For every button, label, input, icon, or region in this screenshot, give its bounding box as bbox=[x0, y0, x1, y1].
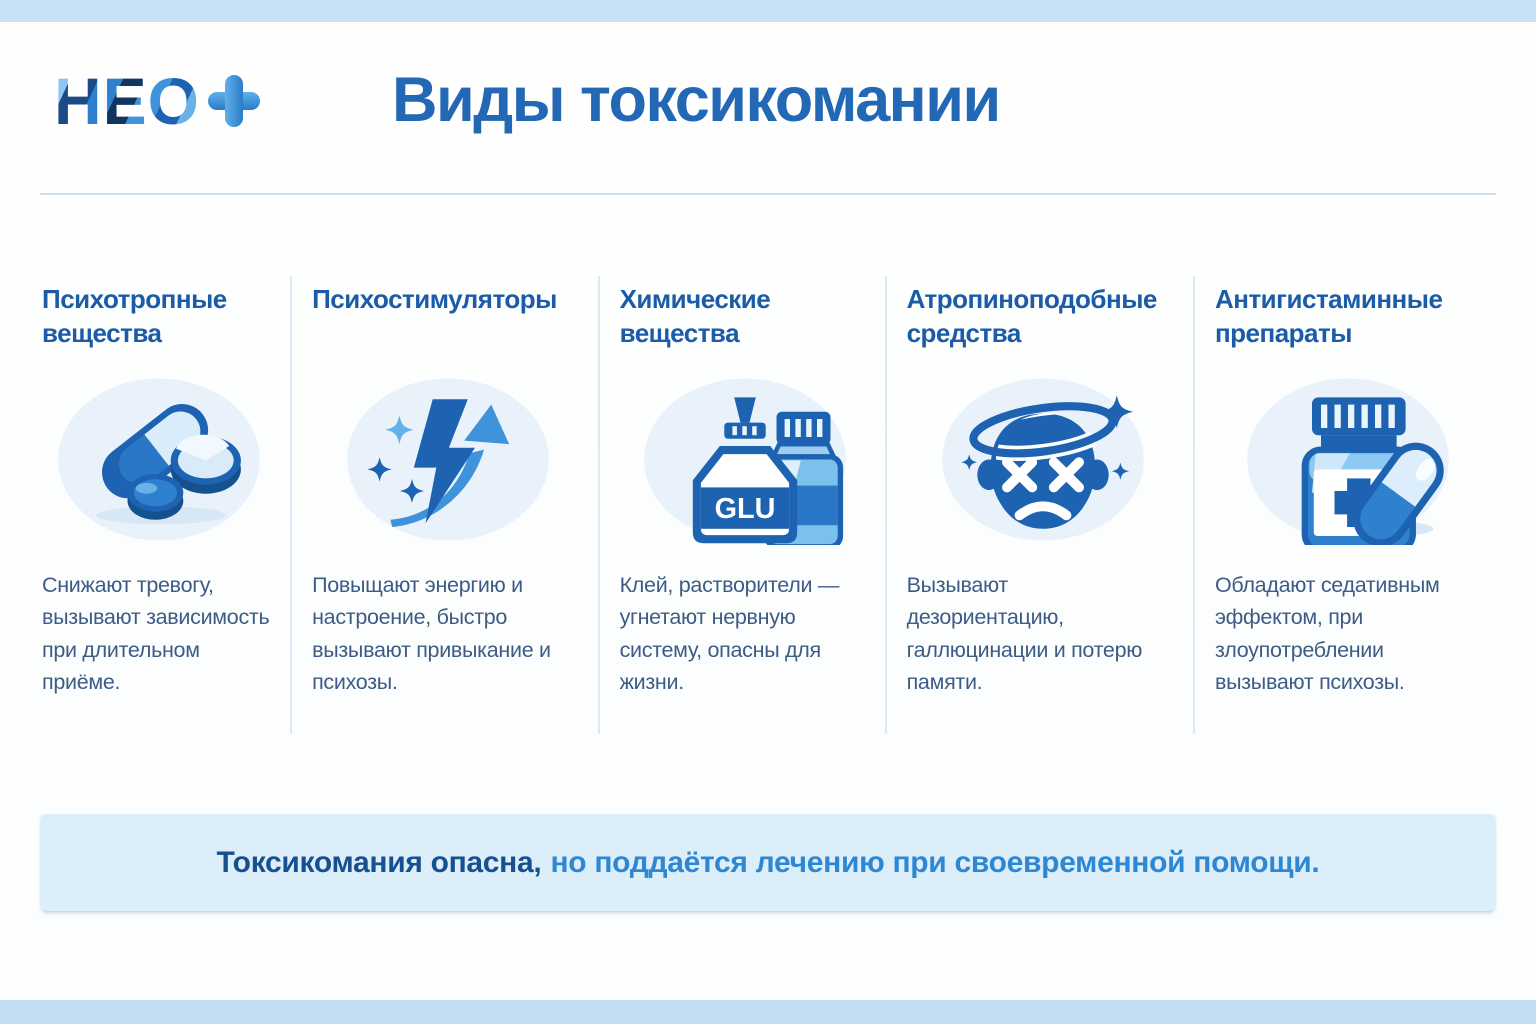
top-band bbox=[0, 0, 1536, 22]
bottom-band bbox=[0, 1000, 1536, 1024]
glue-solvent-icon bbox=[637, 374, 853, 545]
plus-icon bbox=[208, 75, 260, 127]
medicine-bottle-icon-svg bbox=[1240, 374, 1456, 545]
column-title: Атропиноподобные средства bbox=[906, 284, 1157, 349]
column-description: Обладают седативным эффектом, при злоупотреблении вызывают психозы. bbox=[1214, 573, 1440, 694]
tablet-small bbox=[128, 474, 184, 520]
logo-text: НЕО bbox=[54, 64, 201, 138]
logo bbox=[54, 64, 260, 138]
column-description: Снижают тревогу, вызывают зависимость при длительном приёме. bbox=[42, 573, 270, 694]
column-description: Повыщают энергию и настроение, быстро вызывают привыкание и психозы. bbox=[312, 573, 551, 694]
energy-bolt-icon bbox=[340, 374, 556, 545]
glue-label: GLU bbox=[714, 493, 776, 525]
column-psychotropic bbox=[40, 276, 290, 734]
header-divider bbox=[40, 193, 1496, 195]
column-antihistamines bbox=[1195, 276, 1496, 734]
dizzy-face-icon-svg bbox=[935, 374, 1151, 545]
banner-regular-text: но поддаётся лечению при своевременной помощи. bbox=[550, 845, 1320, 879]
column-chemicals bbox=[600, 276, 885, 734]
column-description: Клей, растворители — угнетают нервную систему, опасны для жизни. bbox=[619, 573, 840, 694]
column-atropine-like bbox=[887, 276, 1193, 734]
column-title: Психотропные вещества bbox=[42, 284, 227, 349]
tablet-large bbox=[171, 435, 241, 494]
column-title: Химические вещества bbox=[619, 284, 771, 349]
medicine-bottle-icon bbox=[1240, 374, 1456, 545]
column-title: Антигистаминные препараты bbox=[1214, 284, 1443, 349]
columns bbox=[40, 276, 1496, 734]
column-title: Психостимуляторы bbox=[312, 284, 557, 314]
energy-bolt-icon-svg bbox=[340, 374, 556, 545]
head bbox=[991, 414, 1095, 529]
footer-banner bbox=[40, 814, 1496, 911]
page-title: Виды токсикомании bbox=[392, 65, 1000, 135]
banner-bold-text: Токсикомания опасна, bbox=[216, 845, 542, 879]
column-description: Вызывают дезориентацию, галлюцинации и потерю памяти. bbox=[906, 573, 1143, 694]
dizzy-face-icon bbox=[935, 374, 1151, 545]
column-psychostimulants bbox=[292, 276, 597, 734]
glue-solvent-icon-svg bbox=[637, 374, 853, 545]
pills-icon-svg bbox=[51, 374, 267, 545]
pills-icon bbox=[51, 374, 267, 545]
